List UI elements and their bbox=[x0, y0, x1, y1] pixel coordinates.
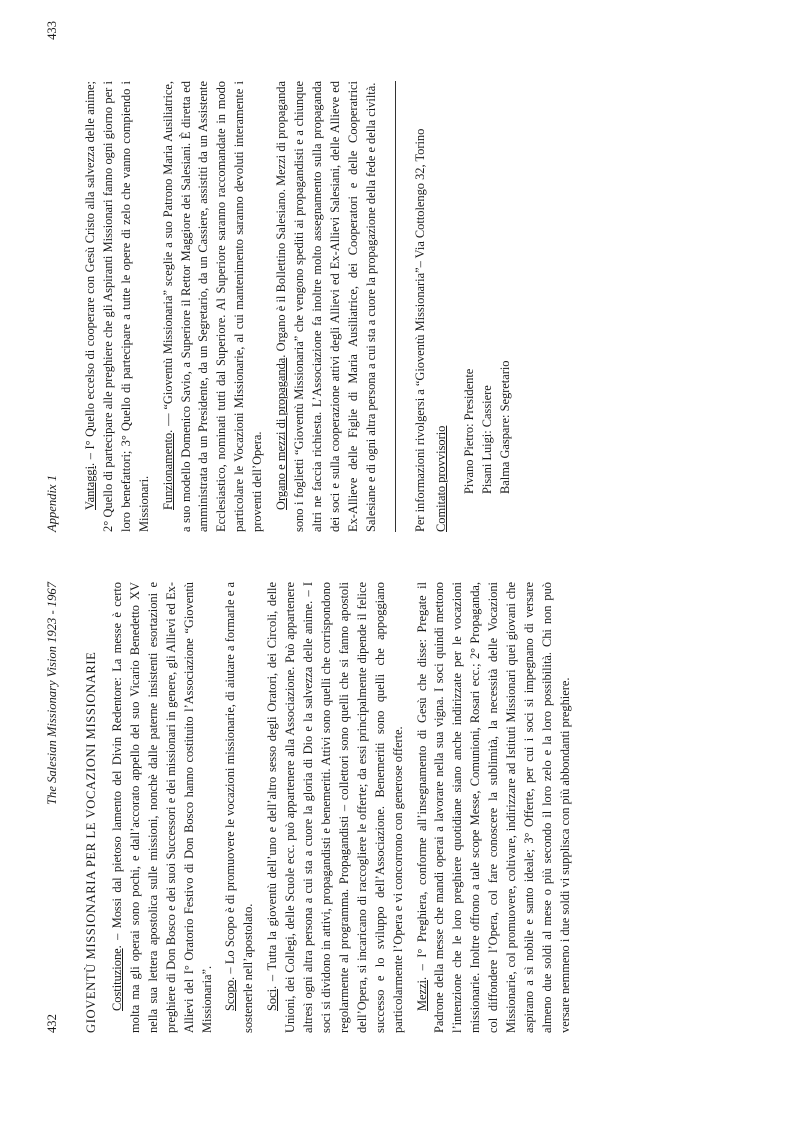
text-funzionamento: . — “Gioventù Missionaria” sceglie a suo Patrono Maria Ausiliatrice, a suo modello Domenico Savio, a Superiore il Rettor Maggiore dei Salesiani. È diretta ed amministrata da un Presidente, da un Segretario, da un Cassiere, assistiti da un Assistente Ecclesiastico, nominati tutti dal Superiore. Al Superiore saranno raccomandate in modo particolare le Vocazioni Missionarie, al cui mantenimento saranno devoluti interamente i proventi dell’Opera. bbox=[160, 81, 265, 532]
paragraph-informazioni: Per informazioni rivolgersi a “Gioventù Missionaria”– Via Cottolengo 32, Torino bbox=[412, 128, 427, 532]
paragraph-funzionamento bbox=[160, 81, 267, 532]
committee-member: Pivano Pietro: Presidente bbox=[462, 368, 477, 494]
label-funzionamento: Funzionamento bbox=[160, 432, 175, 510]
running-title: Appendix 1 bbox=[45, 474, 59, 532]
label-costituzione: Costituzione bbox=[110, 948, 124, 1011]
comitato-label: Comitato provvisorio bbox=[434, 425, 449, 532]
section-title: GIOVENTÙ MISSIONARIA PER LE VOCAZIONI MISSIONARIE bbox=[84, 651, 98, 1033]
committee-list bbox=[461, 81, 515, 494]
right-page bbox=[0, 1, 793, 562]
committee-member: Balma Gaspare: Segretario bbox=[498, 360, 513, 494]
page-number: 433 bbox=[45, 21, 59, 40]
label-organo: Organo e mezzi di propaganda bbox=[274, 357, 289, 510]
page-number: 432 bbox=[45, 1014, 59, 1033]
label-mezzi: Mezzi bbox=[414, 980, 429, 1011]
left-page bbox=[0, 562, 793, 1123]
paragraph-organo bbox=[273, 81, 380, 532]
divider bbox=[395, 81, 396, 532]
paragraph-mezzi bbox=[414, 582, 575, 1033]
committee-member: Pisani Luigi: Cassiere bbox=[480, 385, 495, 494]
paragraph-soci bbox=[264, 582, 407, 1033]
comitato-heading bbox=[433, 81, 451, 532]
right-text-column bbox=[82, 81, 515, 532]
label-soci: Soci bbox=[265, 988, 280, 1011]
text-mezzi: . – I° Preghiera, conforme all’insegnamento di Gesù che disse: Pregate il Padrone della messe che mandi operai a lavorare nella sua vigna. I soci quindi mettono l’intenzione che le loro preghiere quotidiane siano anche indirizzate per le vocazioni missionarie. Inoltre offrono a tale scope Messe, Comunioni, Rosari ecc.; 2° Propaganda, col diffondere l’Opera, col fare conoscere la sublimità, la necessità delle Vocazioni Missionarie, col promuovere, coltivare, indirizzare ad Istituti Missionari quei giovani che aspirano a sì nobile e santo ideale; 3° Offerte, per cui i soci si impegnano di versare almeno due soldi al mese o più secondo il loro zelo e la loro possibilità. Chi non può versare nemmeno i due soldi vi supplisca con più abbondanti preghiere. bbox=[414, 582, 572, 1033]
paragraph-scopo bbox=[222, 582, 258, 1033]
running-title: The Salesian Missionary Vision 1923 - 1967 bbox=[45, 582, 59, 805]
label-scopo: Scopo bbox=[223, 980, 238, 1011]
text-vantaggi: . – I° Quello eccelso di cooperare con Gesù Cristo alla salvezza delle anime; 2° Quello di partecipare alle preghiere che gli Aspiranti Missionari fanno ogni giorno per i loro benefattori; 3° Quello di partecipare a tutte le opere di zelo che vanno compiendo i Missionari. bbox=[83, 81, 151, 532]
text-costituzione: . – Mossi dal pietoso lamento del Divin Redentore: La messe è certo molta ma gli operai sono pochi, e dall’accorato appello del suo Vicario Benedetto XV nella sua lettera apostolica sulle missioni, nonchè dalle paterne insistenti esortazioni e preghiere di Don Bosco e dei suoi Successori e dei missionari in genere, gli Allievi ed Ex-Allievi del I° Oratorio Festivo di Don Bosco hanno costituito l’Associazione “Gioventù Missionaria”. bbox=[110, 582, 214, 1033]
label-vantaggi: Vantaggi bbox=[83, 465, 97, 510]
text-soci: . – Tutta la gioventù dell’uno e dell’altro sesso degli Oratori, dei Circoli, delle Unioni, dei Collegi, delle Scuole ecc. può appartenere alla Associazione. Può appartenere altresì ogni altra persona a cui sta a cuore la gloria di Dio e la salvezza delle anime. – I soci si dividono in attivi, propagandisti e benemeriti. Attivi sono quelli che corrispondono regolarmente al programma. Propagandisti – collettori sono quelli che si fanno apostoli dell’Opera, si incaricano di raccogliere le offerte; da essi principalmente dipende il felice successo e lo sviluppo dell’Associazione. Benemeriti sono quelli che appoggiano particolarmente l’Opera e vi concorrono con generose offerte. bbox=[265, 582, 405, 1033]
text-scopo: . – Lo Scopo è di promuovere le vocazioni missionarie, di aiutare a formarle e a sostenerle nell’apostolato. bbox=[223, 582, 256, 1033]
paragraph-costituzione bbox=[109, 582, 216, 1033]
text-organo: . Organo è il Bollettino Salesiano. Mezzi di propaganda sono i foglietti “Gioventù Missionaria” che vengono spediti ai propagandisti e a chiunque altri ne faccia richiesta. L’Associazione fa inoltre molto assegnamento sulla propaganda dei soci e sulla cooperazione attivi degli Allievi ed Ex-Allievi Salesiani, delle Allieve ed Ex-Allieve delle Figlie di Maria Ausiliatrice, dei Cooperatori e delle Cooperatrici Salesiane e di ogni altra persona a cui sta a cuore la propagazione della fede e della civiltà. bbox=[274, 81, 378, 532]
left-text-column bbox=[82, 582, 581, 1033]
paragraph-vantaggi bbox=[82, 81, 154, 532]
